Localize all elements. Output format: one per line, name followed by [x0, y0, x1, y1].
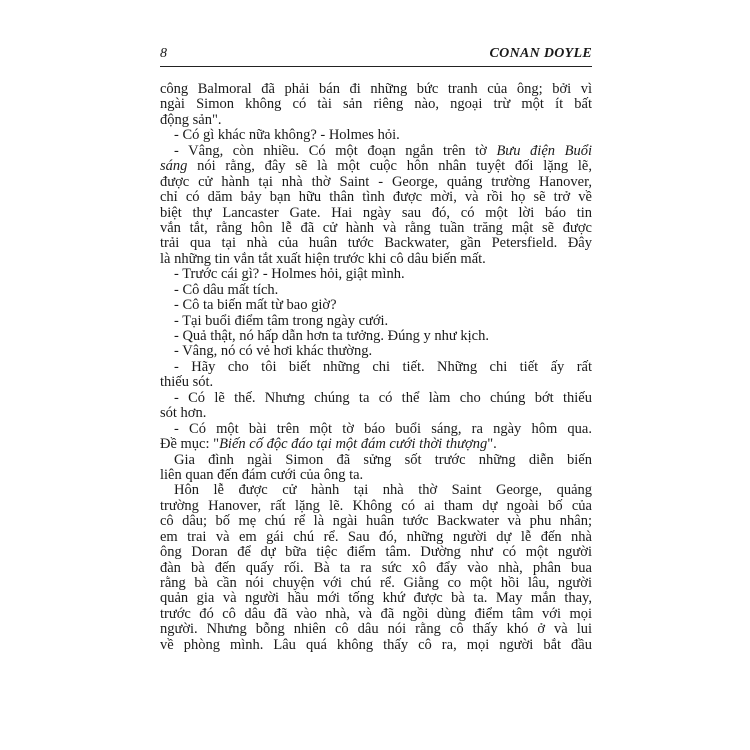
text-line: ngài Simon không có tài sản riêng nào, ngoại trừ một ít bất: [160, 97, 592, 113]
text-line: đàn bà đến quấy rối. Bà ta ra sức xô đẩy vào nhà, phân bua: [160, 560, 592, 576]
text-line: sót hơn.: [160, 406, 207, 422]
text-line: trường Hanover, rất lặng lẽ. Không có ai tham dự ngoài bố của: [160, 498, 592, 514]
text-line: cô dâu; bố mẹ chú rể là ngài huân tước Backwater và phu nhân;: [160, 514, 592, 530]
text-line: ông Doran để dự bữa tiệc điểm tâm. Dường như có một người: [160, 545, 592, 561]
text-line: quản gia và người hầu mới tống khứ được bà ta. May mắn thay,: [160, 591, 592, 607]
text-line: trải qua tại nhà của huân tước Backwater, gần Petersfield. Đây: [160, 236, 592, 252]
text-line: Hôn lễ được cử hành tại nhà thờ Saint George, quảng: [174, 483, 592, 499]
text-line: sáng nói rằng, đây sẽ là một cuộc hôn nhân tuyệt đối lặng lẽ,: [160, 159, 592, 175]
text-line: thiếu sót.: [160, 375, 214, 391]
text-line: - Quả thật, nó hấp dẫn hơn ta tưởng. Đúng y như kịch.: [174, 329, 489, 344]
running-head-author: CONAN DOYLE: [489, 46, 592, 61]
body-text: [160, 82, 592, 653]
text-line: biệt thự Lancaster Gate. Hai ngày sau đó, có một lời báo tin: [160, 205, 592, 221]
text-line: được cử hành tại nhà thờ Saint - George, quảng trường Hanover,: [160, 174, 592, 190]
text-line: - Vâng, còn nhiều. Có một đoạn ngắn trên tờ Bưu điện Buổi: [174, 143, 592, 159]
text-line: Gia đình ngài Simon đã sửng sốt trước những diễn biến: [174, 452, 592, 468]
text-line: - Có gì khác nữa không? - Holmes hỏi.: [174, 128, 400, 144]
text-line: - Có lẽ thế. Nhưng chúng ta có thể làm cho chúng bớt thiếu: [174, 390, 592, 406]
text-line: - Có một bài trên một tờ báo buổi sáng, ra ngày hôm qua.: [174, 421, 592, 437]
text-line: công Balmoral đã phải bán đi những bức tranh của ông; bởi vì: [160, 82, 592, 97]
text-line: rằng bà cần nói chuyện với chú rể. Giằng co một hồi lâu, người: [160, 576, 592, 591]
text-line: em trai và em gái chú rể. Sau đó, những người dự lễ đến nhà: [160, 529, 592, 545]
text-line: - Cô ta biến mất từ bao giờ?: [174, 298, 337, 314]
text-line: vắn tắt, rằng hôn lễ đã cử hành và rằng tuần trăng mật sẽ được: [160, 220, 592, 236]
text-line: - Trước cái gì? - Holmes hỏi, giật mình.: [174, 267, 405, 283]
text-line: về phòng mình. Lâu quá không thấy cô ra, mọi người bắt đầu: [160, 637, 592, 653]
text-line: - Tại buổi điểm tâm trong ngày cưới.: [174, 313, 389, 329]
text-line: trước đó cô dâu đã vào nhà, và đã ngồi dùng điểm tâm với mọi: [160, 606, 592, 622]
text-line: là những tin vắn tắt xuất hiện trước khi cô dâu biến mất.: [160, 251, 486, 267]
page-number: 8: [160, 46, 167, 61]
page-header: [160, 40, 592, 67]
text-line: Đề mục: "Biến cố độc đáo tại một đám cưới thời thượng".: [160, 437, 497, 453]
text-line: liên quan đến đám cưới của ông ta.: [160, 467, 364, 483]
text-line: chỉ có dăm bảy bạn hữu thân tình được mời, và rồi họ sẽ trở về: [160, 190, 592, 206]
text-line: động sản".: [160, 112, 222, 128]
text-line: - Vâng, nó có vẻ hơi khác thường.: [174, 344, 373, 360]
text-line: - Hãy cho tôi biết những chi tiết. Những chi tiết ấy rất: [174, 359, 592, 375]
text-line: người. Nhưng bỗng nhiên cô dâu nói rằng cô thấy khó ở và lui: [160, 622, 592, 638]
text-line: - Cô dâu mất tích.: [174, 282, 279, 298]
